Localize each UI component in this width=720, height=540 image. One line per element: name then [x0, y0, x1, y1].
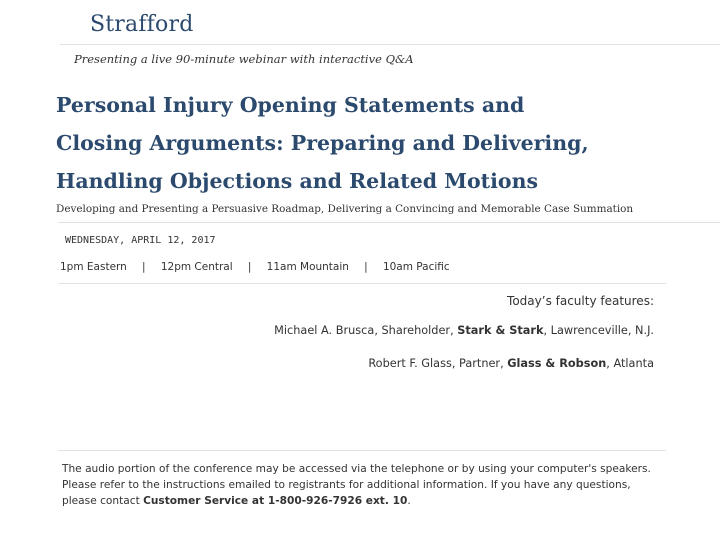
header-divider	[60, 44, 720, 45]
title-divider	[58, 222, 720, 223]
audio-end-punct: .	[407, 495, 411, 507]
time-separator: |	[247, 261, 252, 273]
time-eastern: 1pm Eastern	[60, 261, 127, 273]
title-line-1: Personal Injury Opening Statements and	[56, 93, 525, 117]
faculty-name-role: Michael A. Brusca, Shareholder,	[274, 324, 458, 337]
footer-divider	[58, 450, 666, 451]
faculty-member	[368, 357, 654, 370]
title-line-3: Handling Objections and Related Motions	[56, 169, 539, 193]
customer-service-contact: Customer Service at 1-800-926-7926 ext. 10	[143, 495, 408, 507]
faculty-member	[274, 324, 654, 337]
faculty-firm: Glass & Robson	[507, 357, 607, 370]
webinar-date: WEDNESDAY, APRIL 12, 2017	[65, 235, 216, 246]
time-separator: |	[364, 261, 368, 273]
faculty-location: , Atlanta	[606, 357, 654, 370]
faculty-location: , Lawrenceville, N.J.	[543, 324, 654, 337]
time-central: 12pm Central	[160, 261, 233, 273]
faculty-heading: Today’s faculty features:	[507, 294, 654, 308]
title-line-2: Closing Arguments: Preparing and Delivering,	[56, 131, 589, 155]
faculty-firm: Stark & Stark	[457, 324, 544, 337]
audio-instructions	[62, 461, 662, 509]
webinar-title	[56, 86, 716, 200]
time-zones	[60, 261, 450, 273]
faculty-name-role: Robert F. Glass, Partner,	[368, 357, 508, 370]
webinar-subtitle: Developing and Presenting a Persuasive Roadmap, Delivering a Convincing and Memorable Case Summation	[56, 203, 634, 215]
time-separator: |	[142, 261, 146, 273]
time-pacific: 10am Pacific	[382, 261, 450, 273]
tagline: Presenting a live 90-minute webinar with interactive Q&A	[74, 52, 414, 66]
time-mountain: 11am Mountain	[266, 261, 349, 273]
schedule-divider	[58, 283, 666, 284]
strafford-logo: Strafford	[90, 12, 194, 37]
audio-text: The audio portion of the conference may be accessed via the telephone or by using your computer's speakers. Please refer to the instructions emailed to registrants for additional information. If you have any questions, please contact	[62, 463, 651, 507]
